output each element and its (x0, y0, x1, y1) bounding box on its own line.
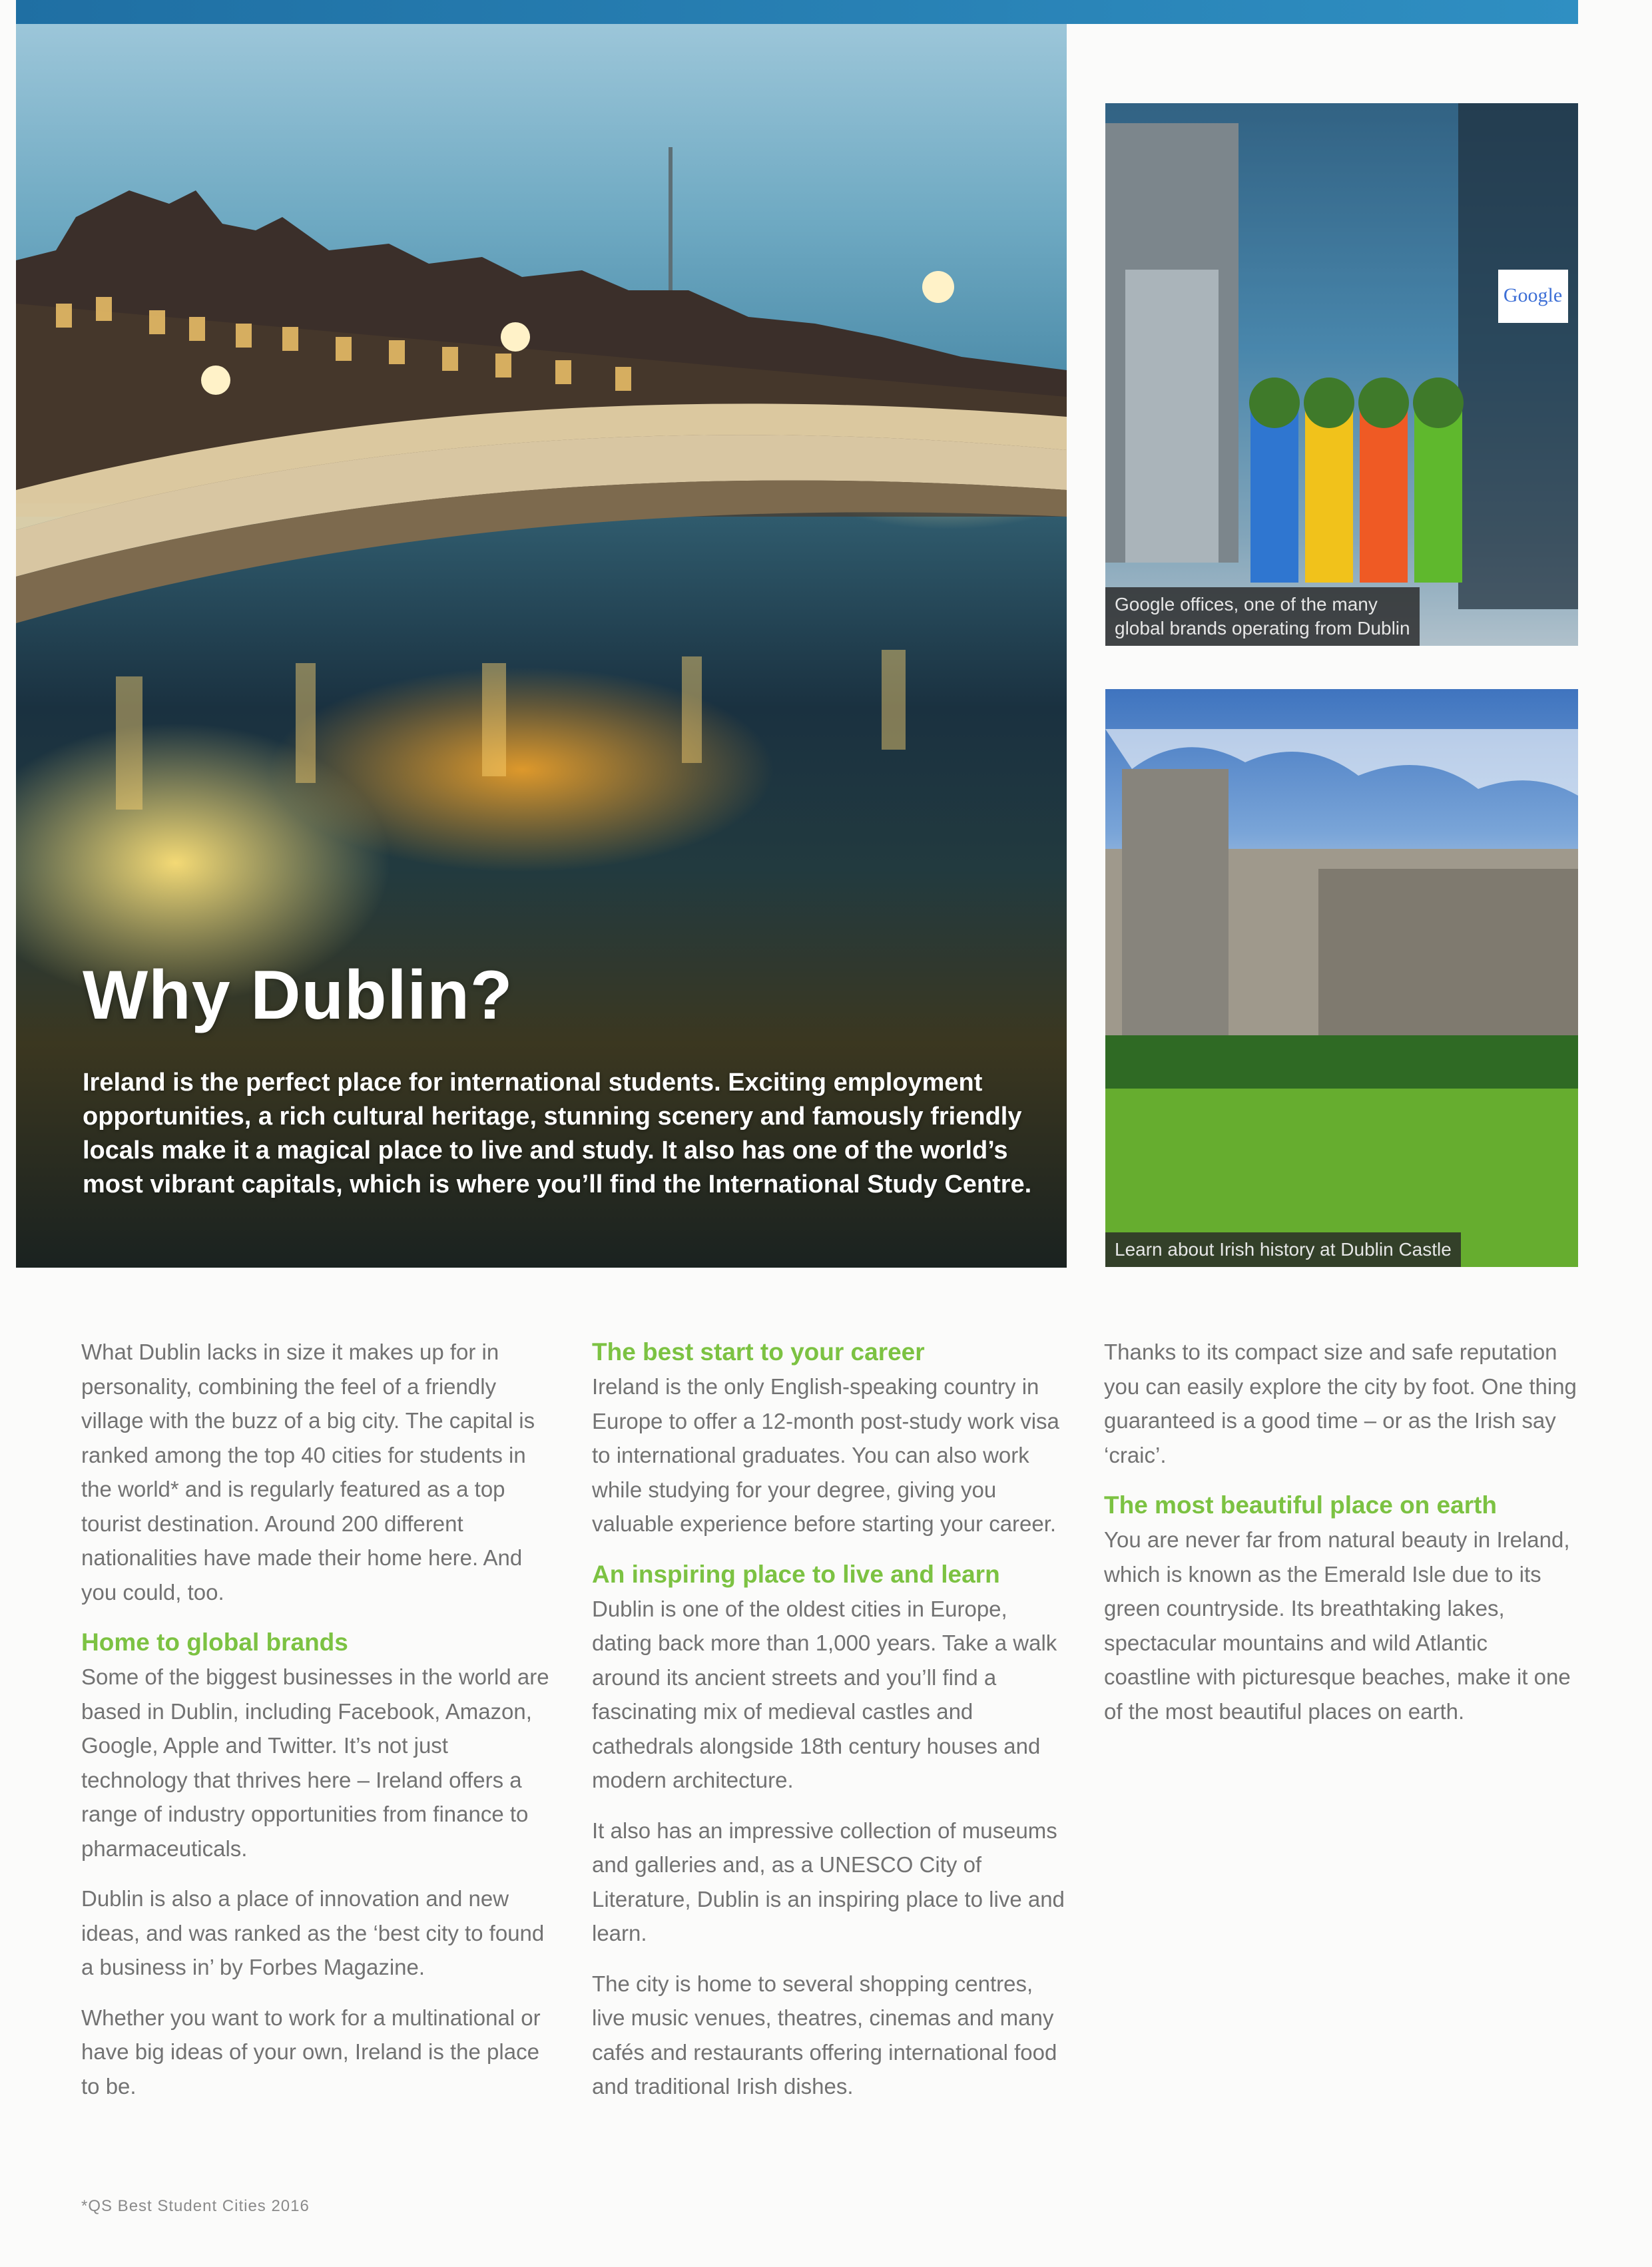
footnote: *QS Best Student Cities 2016 (81, 2197, 310, 2215)
heading-best-start-career: The best start to your career (592, 1338, 925, 1366)
heading-inspiring-place: An inspiring place to live and learn (592, 1560, 1000, 1588)
heading-home-to-global-brands: Home to global brands (81, 1629, 348, 1656)
column-3 (1104, 1335, 1577, 1744)
col1-intro: What Dublin lacks in size it makes up for in personality, combining the feel of a friendly village with the buzz of a big city. The capital is ranked among the top 40 cities for students in the world* and is regularly featured as a top tourist destination. Around 200 different nationalities have made their home here. And you could, too. (81, 1340, 535, 1605)
google-office-illustration (1105, 103, 1578, 646)
career-paragraph: Ireland is the only English-speaking country in Europe to offer a 12-month post-study work visa to international graduates. You can also work while studying for your degree, giving you valuable experience before starting your career. (592, 1374, 1059, 1536)
castle-photo-caption: Learn about Irish history at Dublin Castle (1105, 1232, 1461, 1267)
page-title: Why Dublin? (83, 957, 513, 1034)
google-photo-caption (1105, 587, 1420, 646)
column-2 (592, 1335, 1065, 2120)
chapel-royal (1318, 869, 1578, 1049)
brands-paragraph-2: Dublin is also a place of innovation and new ideas, and was ranked as the ‘best city to found a business in’ by Forbes Magazine. (81, 1886, 545, 1979)
photo-dublin-castle (1105, 689, 1578, 1267)
inspiring-paragraph-1: Dublin is one of the oldest cities in Europe, dating back more than 1,000 years. Take a walk around its ancient streets and you’ll find a fascinating mix of medieval castles and cathedrals alongside 18th century houses and modern architecture. (592, 1596, 1057, 1792)
hero-intro-text: Ireland is the perfect place for international students. Exciting employment opportunities, a rich cultural heritage, stunning scenery and famously friendly locals make it a magical place to live and study. It also has one of the world’s most vibrant capitals, which is where you’ll find the International Study Centre. (83, 1069, 1032, 1198)
heading-most-beautiful-place: The most beautiful place on earth (1104, 1491, 1498, 1519)
dublin-castle-illustration (1105, 689, 1578, 1267)
top-accent-bar (16, 0, 1578, 24)
google-caption-line-2: global brands operating from Dublin (1115, 618, 1410, 638)
column-1 (81, 1335, 554, 2119)
inspiring-paragraph-2: It also has an impressive collection of museums and galleries and, as a UNESCO City of Literature, Dublin is an inspiring place to live and learn. (592, 1818, 1065, 1945)
google-caption-line-1: Google offices, one of the many (1115, 594, 1378, 615)
castle-tower (1122, 769, 1229, 1049)
trees-hedge (1105, 1035, 1578, 1095)
beautiful-paragraph: You are never far from natural beauty in Ireland, which is known as the Emerald Isle due to its green countryside. Its breathtaking lakes, spectacular mountains and wild Atlantic coastline with picturesque beaches, make it one of the most beautiful places on earth. (1104, 1527, 1571, 1724)
photo-google-offices (1105, 103, 1578, 646)
brands-paragraph-1: Some of the biggest businesses in the world are based in Dublin, including Facebook, Amazon, Google, Apple and Twitter. It’s not just technology that thrives here – Ireland offers a range of industry opportunities from finance to pharmaceuticals. (81, 1664, 549, 1861)
water-reflections (116, 650, 906, 810)
hero-photo-hapenny-bridge (16, 24, 1067, 1268)
google-logo-text: Google (1503, 284, 1563, 306)
inspiring-paragraph-3: The city is home to several shopping centres, live music venues, theatres, cinemas and many cafés and restaurants offering international food and traditional Irish dishes. (592, 1971, 1057, 2099)
col3-intro: Thanks to its compact size and safe reputation you can easily explore the city by foot. One thing guaranteed is a good time – or as the Irish say ‘craic’. (1104, 1340, 1577, 1467)
brands-paragraph-3: Whether you want to work for a multinational or have big ideas of your own, Ireland is the place to be. (81, 2005, 541, 2099)
